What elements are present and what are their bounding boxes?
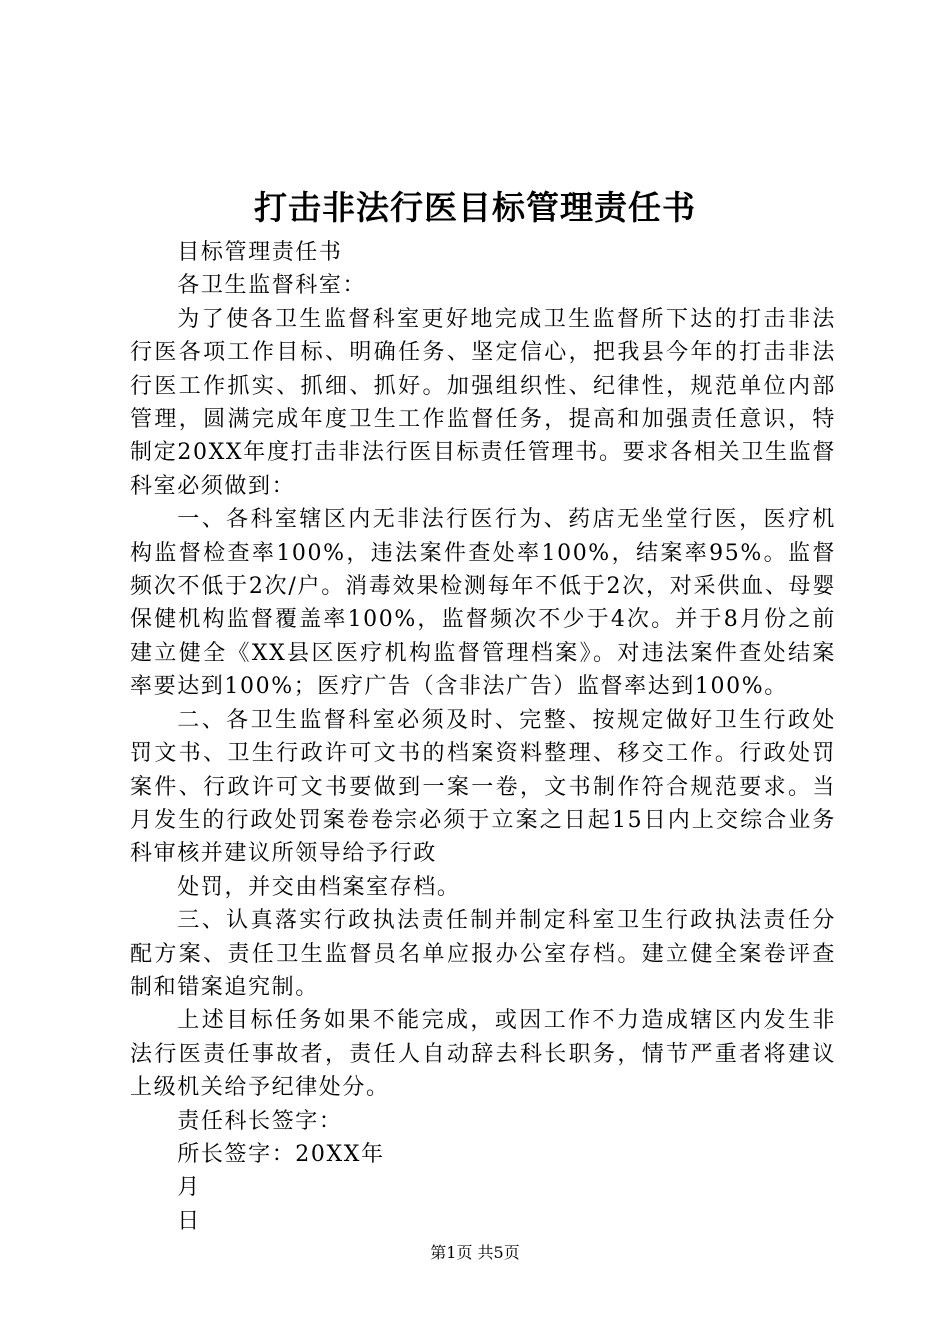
item-two-continuation-paragraph: 处罚，并交由档案室存档。 <box>177 874 461 900</box>
day-line: 日 <box>177 1208 201 1234</box>
intro-paragraph: 为了使各卫生监督科室更好地完成卫生监督所下达的打击非法行医各项工作目标、明确任务、坚定信心，把我县今年的打击非法行医工作抓实、抓细、抓好。加强组织性、纪律性，规范单位内部管理，圆满完成年度卫生工作监督任务，提高和加强责任意识，特制定20XX年度打击非法行医目标责任管理书。要求各相关卫生监督科室必须做到： <box>130 306 836 499</box>
penalty-paragraph: 上述目标任务如果不能完成，或因工作不力造成辖区内发生非法行医责任事故者，责任人自动辞去科长职务，情节严重者将建议上级机关给予纪律处分。 <box>130 1008 836 1101</box>
subtitle-paragraph: 目标管理责任书 <box>177 240 343 265</box>
item-one-paragraph: 一、各科室辖区内无非法行医行为、药店无坐堂行医，医疗机构监督检查率100%，违法案件查处率100%，结案率95%。监督频次不低于2次/户。消毒效果检测每年不低于2次，对采供血、母婴保健机构监督覆盖率100%，监督频次不少于4次。并于8月份之前建立健全《XX县区医疗机构监督管理档案》。对违法案件查处结案率要达到100%；医疗广告（含非法广告）监督率达到100%。 <box>130 507 836 700</box>
document-body <box>130 236 836 1238</box>
salutation-paragraph: 各卫生监督科室： <box>177 273 367 299</box>
director-signature-line: 所长签字：20XX年 <box>177 1141 385 1167</box>
item-three-paragraph: 三、认真落实行政执法责任制并制定科室卫生行政执法责任分配方案、责任卫生监督员名单应报办公室存档。建立健全案卷评查制和错案追究制。 <box>130 908 836 1000</box>
item-two-paragraph: 二、各卫生监督科室必须及时、完整、按规定做好卫生行政处罚文书、卫生行政许可文书的档案资料整理、移交工作。行政处罚案件、行政许可文书要做到一案一卷，文书制作符合规范要求。当月发生的行政处罚案卷卷宗必须于立案之日起15日内上交综合业务科审核并建议所领导给予行政 <box>130 707 836 867</box>
page-footer: 第1页 共5页 <box>430 1243 520 1262</box>
month-line: 月 <box>177 1175 201 1201</box>
section-chief-signature-line: 责任科长签字： <box>177 1108 343 1134</box>
document-title: 打击非法行医目标管理责任书 <box>254 188 696 227</box>
